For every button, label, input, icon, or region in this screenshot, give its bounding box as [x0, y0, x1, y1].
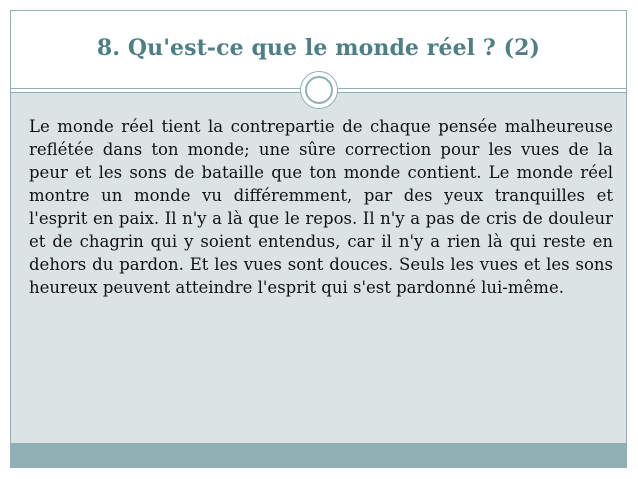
circle-ornament-icon — [300, 71, 338, 109]
slide-body-text: Le monde réel tient la contrepartie de chaque pensée malheureuse reflétée dans ton monde; une sûre correction pour les vues de la peur et les sons de bataille que ton monde contient. Le monde réel montre un monde vu différemment, par des yeux tranquilles et l'esprit en paix. Il n'y a là que le repos. Il n'y a pas de cris de douleur et de chagrin qui y soient entendus, car il n'y a rien là qui reste en dehors du pardon. Et les vues sont douces. Seuls les vues et les sons heureux peuvent atteindre l'esprit qui s'est pardonné lui-même. — [29, 117, 613, 297]
slide-title: 8. Qu'est-ce que le monde réel ? (2) — [96, 35, 541, 61]
slide-frame — [10, 10, 627, 468]
footer-band — [11, 443, 626, 467]
